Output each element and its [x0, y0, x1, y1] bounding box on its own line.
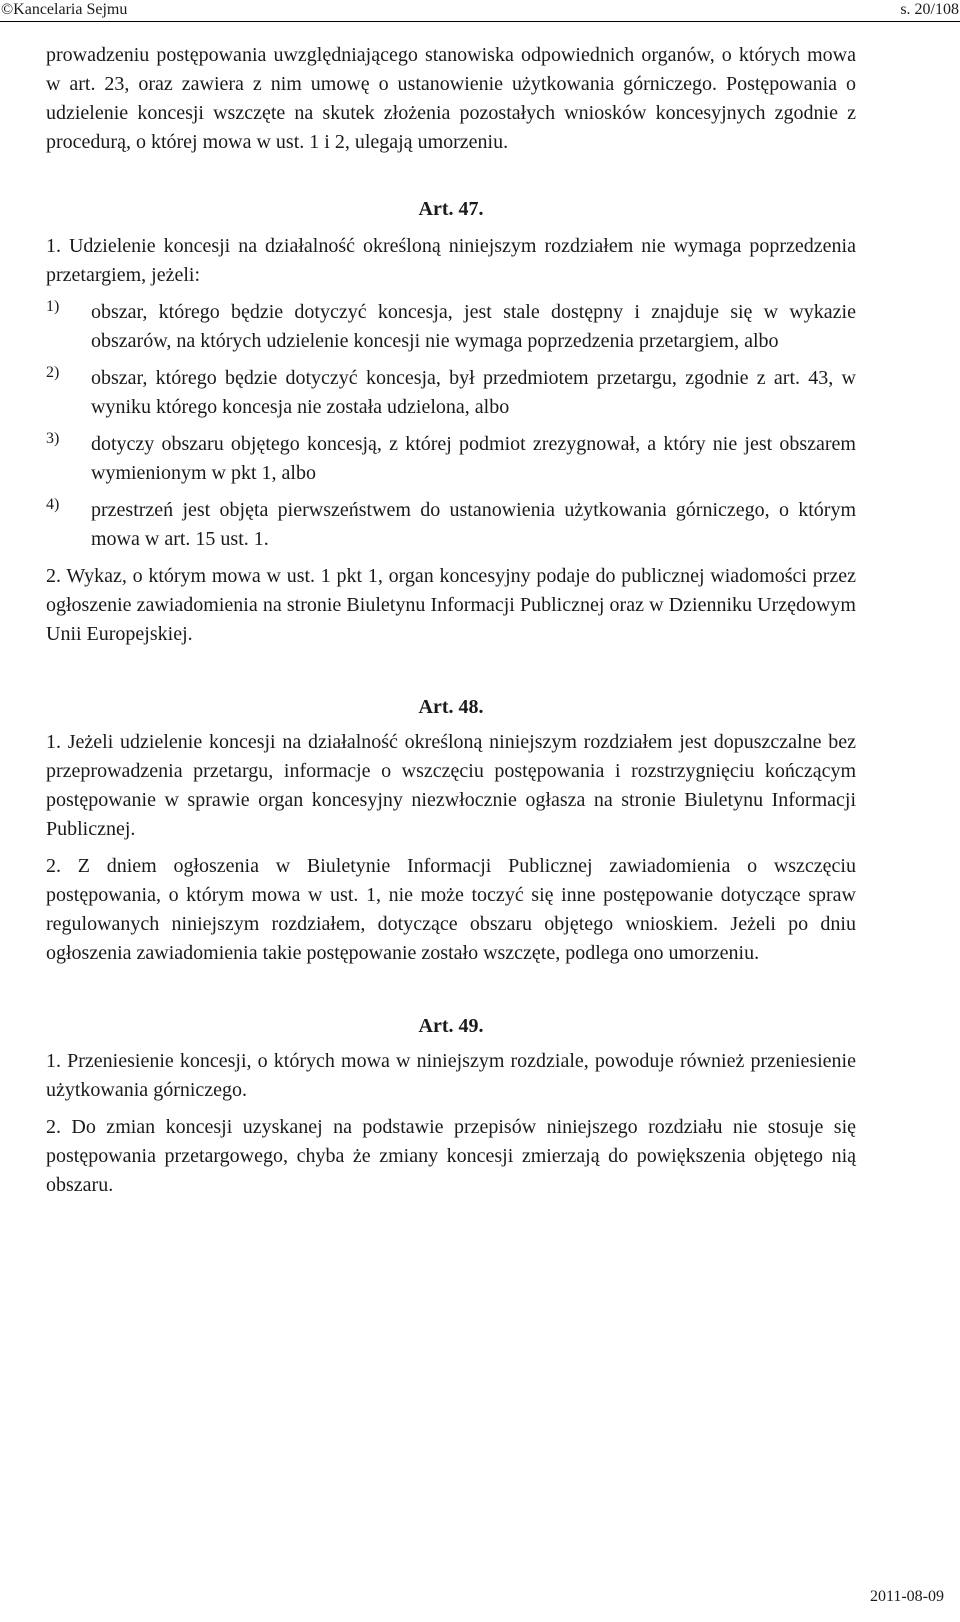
list-item-text: obszar, którego będzie dotyczyć koncesja, był przedmiotem przetargu, zgodnie z art. 43, w wyniku którego koncesja nie została udzielona, albo — [91, 367, 856, 418]
intro-paragraph: prowadzeniu postępowania uwzględniającego stanowiska odpowiednich organów, o których mowa w art. 23, oraz zawiera z nim umowę o ustanowienie użytkowania górniczego. Postępowania o udzielenie koncesji wszczęte na skutek złożenia pozostałych wniosków koncesyjnych zgodnie z procedurą, o której mowa w ust. 1 i 2, ulegają umorzeniu. — [46, 44, 856, 153]
footer-date: 2011-08-09 — [869, 1588, 944, 1605]
article-49-ust-1: 1. Przeniesienie koncesji, o których mowa w niniejszym rozdziale, powoduje również przeniesienie użytkowania górniczego. — [46, 1050, 856, 1101]
article-47-ust-1: 1. Udzielenie koncesji na działalność określoną niniejszym rozdziałem nie wymaga poprzedzenia przetargiem, jeżeli: — [46, 235, 856, 286]
list-item-text: przestrzeń jest objęta pierwszeństwem do ustanowienia użytkowania górniczego, o którym mowa w art. 15 ust. 1. — [91, 499, 856, 550]
list-item-number: 4) — [46, 496, 60, 513]
article-48-ust-1: 1. Jeżeli udzielenie koncesji na działalność określoną niniejszym rozdziałem jest dopuszczalne bez przeprowadzenia przetargu, informacje o wszczęciu postępowania i rozstrzygnięciu kończącym postępowanie w sprawie organ koncesyjny niezwłocznie ogłasza na stronie Biuletynu Informacji Publicznej. — [46, 731, 856, 840]
article-47-heading: Art. 47. — [418, 198, 484, 220]
article-48-heading: Art. 48. — [418, 696, 484, 718]
list-item — [46, 496, 856, 554]
list-item — [46, 298, 856, 356]
copyright-notice: ©Kancelaria Sejmu — [1, 1, 128, 18]
list-item-text: obszar, którego będzie dotyczyć koncesja, jest stale dostępny i znajduje się w wykazie obszarów, na których udzielenie koncesji nie wymaga poprzedzenia przetargiem, albo — [91, 301, 856, 352]
article-49-ust-2: 2. Do zmian koncesji uzyskanej na podstawie przepisów niniejszego rozdziału nie stosuje się postępowania przetargowego, chyba że zmiany koncesji zmierzają do powiększenia objętego nią obszaru. — [46, 1116, 856, 1196]
article-49-heading: Art. 49. — [418, 1015, 484, 1037]
list-item-number: 3) — [46, 430, 60, 447]
article-48-ust-2: 2. Z dniem ogłoszenia w Biuletynie Informacji Publicznej zawiadomienia o wszczęciu postępowania, o którym mowa w ust. 1, nie może toczyć się inne postępowanie dotyczące spraw regulowanych niniejszym rozdziałem, dotyczące obszaru objętego wnioskiem. Jeżeli po dniu ogłoszenia zawiadomienia takie postępowanie zostało wszczęte, podlega ono umorzeniu. — [46, 855, 856, 964]
list-item-number: 2) — [46, 364, 60, 381]
article-47-ust-2: 2. Wykaz, o którym mowa w ust. 1 pkt 1, organ koncesyjny podaje do publicznej wiadomości przez ogłoszenie zawiadomienia na stronie Biuletynu Informacji Publicznej oraz w Dzienniku Urzędowym Unii Europejskiej. — [46, 565, 856, 645]
list-item — [46, 364, 856, 422]
list-item-text: dotyczy obszaru objętego koncesją, z której podmiot zrezygnował, a który nie jest obszarem wymienionym w pkt 1, albo — [91, 433, 856, 484]
list-item — [46, 430, 856, 488]
page-header — [0, 0, 960, 22]
page-number: s. 20/108 — [900, 1, 959, 18]
document-body — [46, 41, 856, 1206]
list-item-number: 1) — [46, 298, 60, 315]
article-47-items — [46, 298, 856, 554]
